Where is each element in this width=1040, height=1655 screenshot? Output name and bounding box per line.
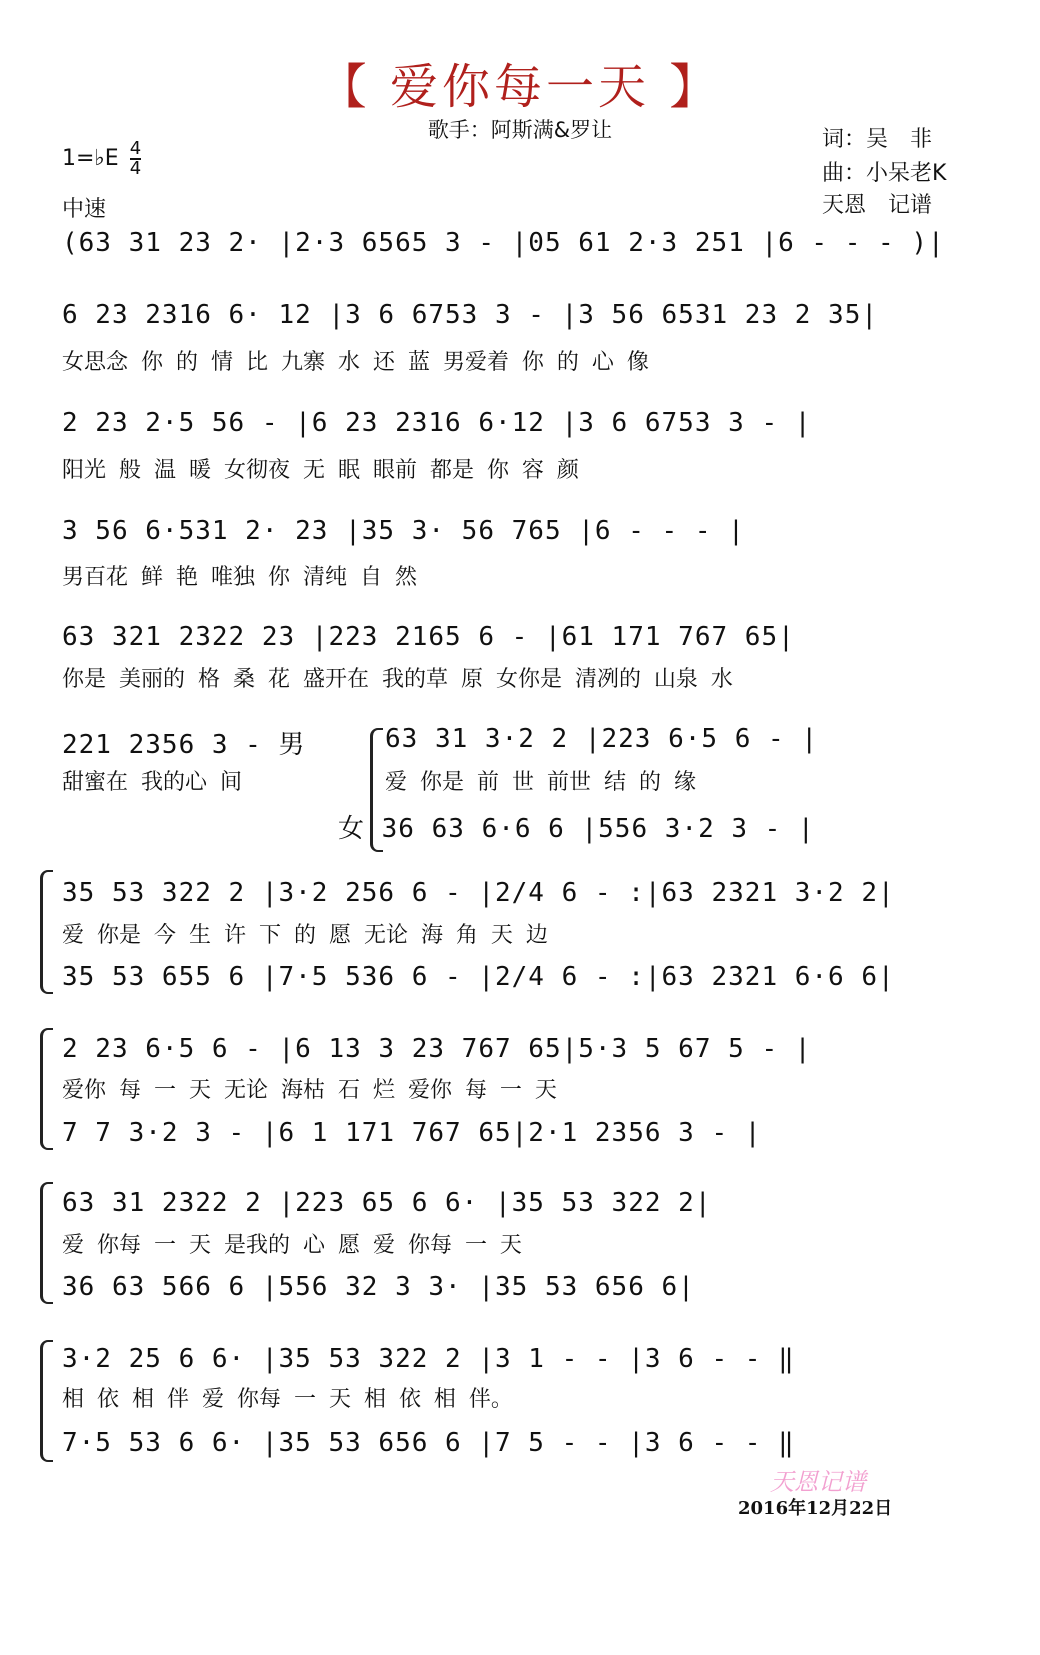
time-signature [130,140,141,178]
notation-line: 3 56 6·531 2· 23 |35 3· 56 765 |6 - - - | [62,516,745,546]
key-signature [62,140,141,178]
key-label: 1=♭E [62,146,119,171]
singer-line: 歌手：阿斯满&罗让 [427,118,613,142]
lyrics-line-male: 爱 你是 今 生 许 下 的 愿 无论 海 角 天 边 [62,923,548,948]
notation-line-female: 35 53 655 6 |7·5 536 6 - |2/4 6 - :|63 2321 6·6 6| [62,962,895,992]
notation-line: 2 23 2·5 56 - |6 23 2316 6·12 |3 6 6753 3 - | [62,408,812,438]
lyrics-line: 阳光 般 温 暖 女彻夜 无 眠 眼前 都是 你 容 颜 [62,458,579,483]
time-sig-top: 4 [129,138,142,159]
watermark: 天恩记谱 [770,1468,866,1496]
lyrics-line-male: 爱 你是 前 世 前世 结 的 缘 [385,770,696,795]
lyricist: 词：吴 非 [822,127,933,152]
notation-line-female: 7·5 53 6 6· |35 53 656 6 |7 5 - - |3 6 - - ‖ [62,1428,795,1458]
notation-line: 6 23 2316 6· 12 |3 6 6753 3 - |3 56 6531 23 2 35| [62,300,879,330]
system-brace [40,1182,53,1304]
lyrics-line-male: 爱你 每 一 天 无论 海枯 石 烂 爱你 每 一 天 [62,1078,557,1103]
tempo-marking: 中速 [62,197,107,222]
lyrics-line-male: 爱 你每 一 天 是我的 心 愿 爱 你每 一 天 [62,1233,522,1258]
notation-line: (63 31 23 2· |2·3 6565 3 - |05 61 2·3 251 |6 - - - )| [62,228,945,258]
transcription-date: 2016年12月22日 [738,1498,893,1519]
notation-line-male: 35 53 322 2 |3·2 256 6 - |2/4 6 - :|63 2321 3·2 2| [62,878,895,908]
system-brace [40,1340,53,1462]
system-brace [40,870,53,994]
lyrics-line: 男百花 鲜 艳 唯独 你 清纯 自 然 [62,565,417,590]
transcriber: 天恩 记谱 [822,193,933,218]
composer: 曲：小呆老K [822,161,947,186]
lyrics-line: 甜蜜在 我的心 间 [62,770,242,795]
lyrics-line-male: 相 依 相 伴 爱 你每 一 天 相 依 相 伴。 [62,1387,513,1412]
lyrics-line: 女思念 你 的 情 比 九寨 水 还 蓝 男爱着 你 的 心 像 [62,350,649,375]
lyrics-line: 你是 美丽的 格 桑 花 盛开在 我的草 原 女你是 清冽的 山泉 水 [62,667,733,692]
system-brace [40,1028,53,1150]
notation-line-female: 女 36 63 6·6 6 |556 3·2 3 - | [338,814,815,844]
notation-line: 221 2356 3 - 男 [62,730,306,760]
time-sig-bottom: 4 [129,158,142,179]
notation-line-female: 7 7 3·2 3 - |6 1 171 767 65|2·1 2356 3 - | [62,1118,762,1148]
notation-line-male: 63 31 3·2 2 |223 6·5 6 - | [385,724,818,754]
notation-line-male: 63 31 2322 2 |223 65 6 6· |35 53 322 2| [62,1188,712,1218]
notation-line-female: 36 63 566 6 |556 32 3 3· |35 53 656 6| [62,1272,695,1302]
notation-line-male: 3·2 25 6 6· |35 53 322 2 |3 1 - - |3 6 - - ‖ [62,1344,795,1374]
notation-line-male: 2 23 6·5 6 - |6 13 3 23 767 65|5·3 5 67 5 - | [62,1034,812,1064]
song-title: 【 爱你每一天 】 [318,59,722,115]
notation-line: 63 321 2322 23 |223 2165 6 - |61 171 767 65| [62,622,795,652]
